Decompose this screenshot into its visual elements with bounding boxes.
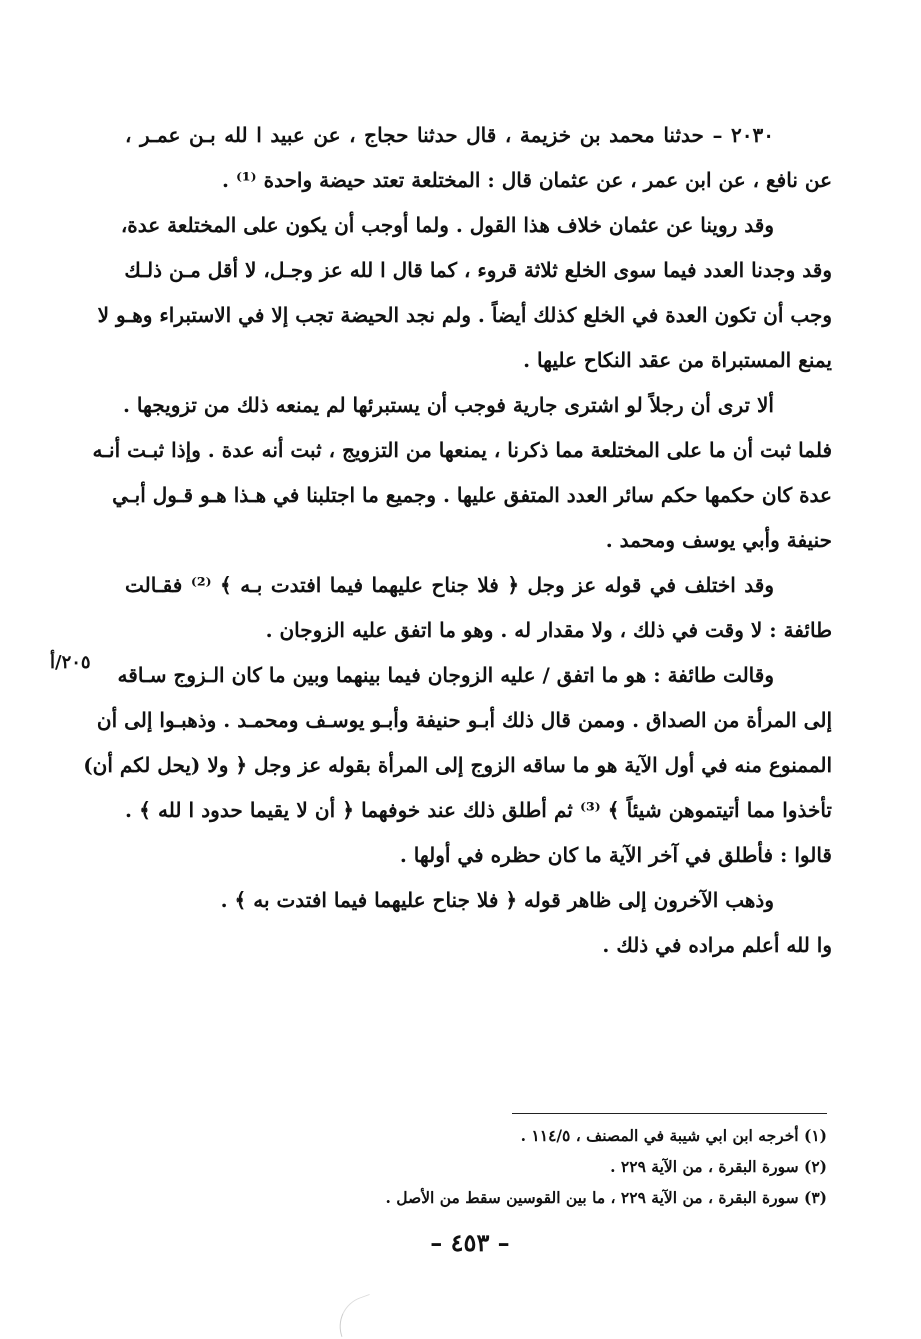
text-line: وقالت طائفة : هو ما اتفق / عليه الزوجان فيما بينهما وبين ما كان الـزوج سـاقه <box>117 663 774 687</box>
text-line: وجب أن تكون العدة في الخلع كذلك أيضاً . ولم نجد الحيضة تجب إلا في الاستبراء وهـو لا <box>97 303 832 327</box>
footnotes <box>300 1120 827 1213</box>
footnote: (٣) سورة البقرة ، من الآية ٢٢٩ ، ما بين القوسين سقط من الأصل . <box>385 1188 827 1207</box>
text-line: وقد اختلف في قوله عز وجل ﴿ فلا جناح عليهما فيما افتدت بـه ﴾ ⁽²⁾ فقـالت <box>125 573 774 597</box>
text-line: ٢٠٣٠ – حدثنا محمد بن خزيمة ، قال حدثنا حجاج ، عن عبيد ا لله بـن عمـر ، <box>125 123 774 147</box>
footnote-divider <box>512 1113 827 1114</box>
text-line: يمنع المستبراة من عقد النكاح عليها . <box>523 348 832 372</box>
text-line: حنيفة وأبي يوسف ومحمد . <box>605 528 832 552</box>
text-line: وقد روينا عن عثمان خلاف هذا القول . ولما أوجب أن يكون على المختلعة عدة، <box>120 213 774 237</box>
footnote: (٢) سورة البقرة ، من الآية ٢٢٩ . <box>610 1157 827 1176</box>
text-line: طائفة : لا وقت في ذلك ، ولا مقدار له . وهو ما اتفق عليه الزوجان . <box>265 618 832 642</box>
main-text <box>83 113 832 968</box>
text-line: وا لله أعلم مراده في ذلك . <box>602 933 832 957</box>
text-line: وذهب الآخرون إلى ظاهر قوله ﴿ فلا جناح عليهما فيما افتدت به ﴾ . <box>220 888 774 912</box>
text-line: قالوا : فأطلق في آخر الآية ما كان حظره في أولها . <box>399 843 832 867</box>
page-number: – ٤٥٣ – <box>430 1228 510 1257</box>
text-line: وقد وجدنا العدد فيما سوى الخلع ثلاثة قروء ، كما قال ا لله عز وجـل، لا أقل مـن ذلـك <box>124 258 832 282</box>
text-line: عدة كان حكمها حكم سائر العدد المتفق عليها . وجميع ما اجتلبنا في هـذا هـو قـول أبـي <box>112 483 832 507</box>
text-line: الممنوع منه في أول الآية هو ما ساقه الزوج إلى المرأة بقوله عز وجل ﴿ ولا (يحل لكم أن) <box>83 753 832 777</box>
text-line: فلما ثبت أن ما على المختلعة مما ذكرنا ، يمنعها من التزويج ، ثبت أنه عدة . وإذا ثبـت أنـه <box>92 438 832 462</box>
text-line: ألا ترى أن رجلاً لو اشترى جارية فوجب أن يستبرئها لم يمنعه ذلك من تزويجها . <box>122 393 774 417</box>
text-line: تأخذوا مما أتيتموهن شيئاً ﴾ ⁽³⁾ ثم أطلق ذلك عند خوفهما ﴿ أن لا يقيما حدود ا لله ﴾ . <box>125 798 832 822</box>
text-line: عن نافع ، عن ابن عمر ، عن عثمان قال : المختلعة تعتد حيضة واحدة ⁽¹⁾ . <box>222 168 832 192</box>
folio-margin-note: ٢٠٥/أ <box>50 652 91 673</box>
scan-mark <box>331 1294 380 1337</box>
text-line: إلى المرأة من الصداق . وممن قال ذلك أبـو حنيفة وأبـو يوسـف ومحمـد . وذهبـوا إلى أن <box>96 708 832 732</box>
footnote: (١) أخرجه ابن ابي شيبة في المصنف ، ١١٤/٥ . <box>520 1126 827 1145</box>
